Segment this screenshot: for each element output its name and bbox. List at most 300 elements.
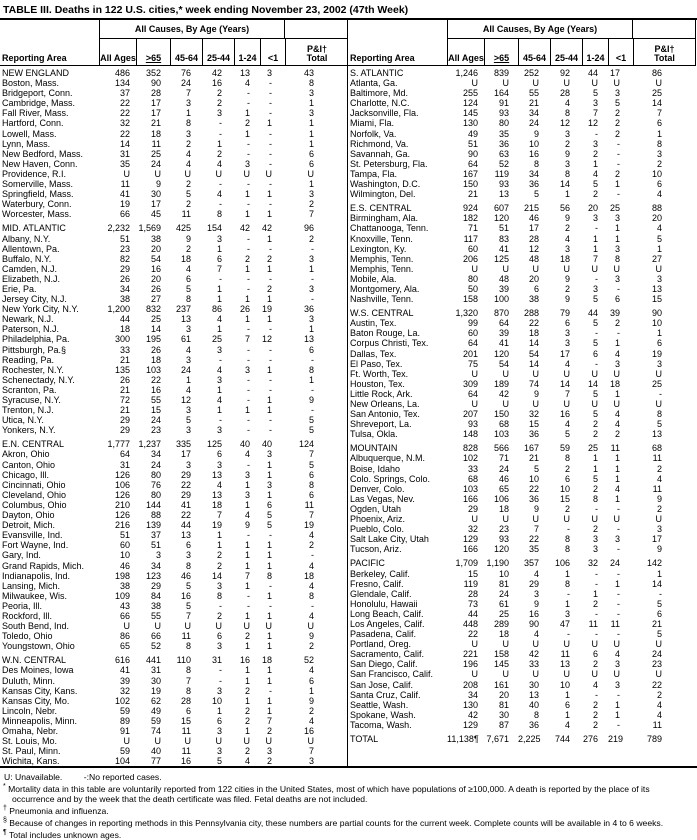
value-cell: 2 <box>656 463 662 474</box>
value-cell: 2 <box>266 756 272 767</box>
value-cell: - <box>247 233 250 244</box>
value-cell: 2 <box>564 138 570 149</box>
value-cell: 9 <box>564 273 570 284</box>
reporting-area-cell: Salt Lake City, Utah <box>350 534 429 545</box>
table-row <box>348 453 696 463</box>
value-cell: 73 <box>467 598 478 609</box>
value-cell: 1 <box>244 294 250 305</box>
value-cell: 1 <box>308 128 314 139</box>
value-cell: 2,225 <box>518 734 541 744</box>
value-cell: 1 <box>266 294 272 305</box>
value-cell: 21 <box>528 453 539 464</box>
value-cell: - <box>247 148 250 159</box>
value-cell: 6 <box>216 253 222 264</box>
value-cell: - <box>269 128 272 139</box>
reporting-area-cell: Ft. Worth, Tex. <box>350 368 409 379</box>
value-cell: 81 <box>498 578 509 589</box>
reporting-area-cell: Gary, Ind. <box>2 550 41 561</box>
value-cell: 1 <box>244 108 250 119</box>
value-cell: 3 <box>592 544 598 555</box>
table-row <box>0 324 347 334</box>
value-cell: 21 <box>119 384 130 395</box>
value-cell: 13 <box>559 659 570 670</box>
value-cell: - <box>247 530 250 541</box>
reporting-area-cell: Los Angeles, Calif. <box>350 618 425 629</box>
value-cell: 33 <box>528 659 539 670</box>
reporting-area-cell: Milwaukee, Wis. <box>2 590 68 601</box>
table-row <box>348 78 696 88</box>
table-row <box>348 318 696 328</box>
table-row <box>0 641 347 651</box>
value-cell: - <box>269 354 272 365</box>
reporting-area-cell: Rochester, N.Y. <box>2 364 64 375</box>
value-cell: 3 <box>564 158 570 169</box>
value-cell: U <box>532 368 539 379</box>
reporting-area-cell: Canton, Ohio <box>2 459 56 470</box>
section-total-row <box>348 68 696 78</box>
value-cell: 5 <box>656 598 662 609</box>
value-cell: - <box>567 629 570 640</box>
table-row <box>0 736 347 746</box>
reporting-area-cell: Jacksonville, Fla. <box>350 108 419 119</box>
value-cell: 6 <box>216 449 222 460</box>
table-row <box>0 274 347 284</box>
value-cell: 3 <box>614 659 620 670</box>
value-cell: 1 <box>216 324 222 335</box>
col-header-25-44: 25-44 <box>202 39 234 65</box>
reporting-area-cell: MOUNTAIN <box>350 443 398 454</box>
value-cell: 30 <box>150 675 161 686</box>
value-cell: 1 <box>266 610 272 621</box>
table-row <box>0 571 347 581</box>
table-row <box>0 425 347 435</box>
value-cell: - <box>247 273 250 284</box>
value-cell: U <box>655 368 662 379</box>
value-cell: - <box>659 388 662 399</box>
value-cell: - <box>617 328 620 339</box>
reporting-area-cell: Grand Rapids, Mich. <box>2 560 85 571</box>
value-cell: 60 <box>467 243 478 254</box>
value-cell: 80 <box>150 489 161 500</box>
value-cell: 7 <box>244 334 250 345</box>
value-cell: 1 <box>308 374 314 385</box>
value-cell: 15 <box>559 493 570 504</box>
value-cell: - <box>311 273 314 284</box>
table-row <box>348 720 696 730</box>
reporting-area-cell: Detroit, Mich. <box>2 520 56 531</box>
value-cell: 7 <box>592 253 598 264</box>
value-cell: - <box>269 243 272 254</box>
value-cell: 106 <box>493 493 509 504</box>
value-cell: 44 <box>119 314 130 325</box>
value-cell: 29 <box>119 425 130 436</box>
value-cell: 42 <box>211 68 222 78</box>
reporting-area-cell: Duluth, Minn. <box>2 675 56 686</box>
value-cell: 3 <box>216 374 222 385</box>
value-cell: 13 <box>211 489 222 500</box>
value-cell: 6 <box>533 283 539 294</box>
value-cell: 4 <box>308 560 314 571</box>
value-cell: 9 <box>656 544 662 555</box>
footnote-legend: U: Unavailable. -:No reported cases. <box>4 772 162 783</box>
reporting-area-cell: Columbus, Ohio <box>2 499 67 510</box>
value-cell: 7 <box>185 88 191 99</box>
value-cell: 1 <box>266 550 272 561</box>
table-row <box>348 579 696 589</box>
value-cell: 1,190 <box>486 558 509 569</box>
value-cell: 7 <box>185 610 191 621</box>
value-cell: 4 <box>564 98 570 109</box>
value-cell: 46 <box>180 570 191 581</box>
value-cell: 616 <box>114 655 130 666</box>
reporting-area-cell: Tampa, Fla. <box>350 168 398 179</box>
table-row <box>348 669 696 679</box>
table-row <box>0 395 347 405</box>
value-cell: U <box>532 669 539 680</box>
value-cell: 357 <box>523 558 539 569</box>
value-cell: 77 <box>150 756 161 767</box>
value-cell: 61 <box>498 598 509 609</box>
value-cell: 1 <box>614 233 620 244</box>
value-cell: 12 <box>587 118 598 129</box>
reporting-area-cell: Pittsburgh, Pa.§ <box>2 344 67 355</box>
value-cell: 3 <box>308 756 314 767</box>
value-cell: U <box>591 514 598 525</box>
value-cell: 18 <box>559 253 570 264</box>
value-cell: 3 <box>592 213 598 224</box>
value-cell: - <box>219 179 222 190</box>
reporting-area-cell: Trenton, N.J. <box>2 405 54 416</box>
value-cell: U <box>613 669 620 680</box>
value-cell: 38 <box>119 294 130 305</box>
table-row <box>348 544 696 554</box>
value-cell: 1 <box>266 314 272 325</box>
value-cell: 74 <box>528 378 539 389</box>
value-cell: 166 <box>462 493 478 504</box>
value-cell: - <box>311 243 314 254</box>
value-cell: 123 <box>145 570 161 581</box>
value-cell: - <box>659 588 662 599</box>
value-cell: 276 <box>582 734 598 744</box>
value-cell: 6 <box>656 338 662 349</box>
value-cell: 36 <box>528 719 539 730</box>
value-cell: 51 <box>119 233 130 244</box>
col-header-under1: <1 <box>608 39 633 65</box>
value-cell: - <box>247 395 250 405</box>
value-cell: 2 <box>185 199 191 210</box>
value-cell: 2 <box>564 283 570 294</box>
value-cell: 31 <box>119 459 130 470</box>
value-cell: 2 <box>308 641 314 652</box>
value-cell: 117 <box>463 233 478 244</box>
value-cell: 195 <box>145 334 161 345</box>
table-row <box>0 726 347 736</box>
value-cell: 103 <box>462 483 478 494</box>
value-cell: 9 <box>533 598 539 609</box>
reporting-area-cell: Pueblo, Colo. <box>350 524 405 535</box>
value-cell: 1 <box>244 695 250 706</box>
value-cell: 9 <box>564 213 570 224</box>
value-cell: 33 <box>119 344 130 355</box>
value-cell: 17 <box>150 199 161 210</box>
value-cell: 92 <box>559 68 570 78</box>
value-cell: 12 <box>559 118 570 129</box>
value-cell: U <box>123 168 130 179</box>
value-cell: 50 <box>467 283 478 294</box>
col-header-65plus: >65 <box>484 39 518 65</box>
value-cell: 52 <box>303 655 314 666</box>
value-cell: 3 <box>185 405 191 416</box>
value-cell: 4 <box>216 314 222 325</box>
value-cell: 1 <box>308 98 314 109</box>
value-cell: - <box>247 243 250 254</box>
reporting-area-cell: Youngstown, Ohio <box>2 641 75 652</box>
value-cell: 289 <box>493 618 509 629</box>
value-cell: 18 <box>211 499 222 510</box>
spacer-cell <box>285 20 348 39</box>
reporting-area-cell: S. ATLANTIC <box>350 68 404 78</box>
table-row <box>348 369 696 379</box>
value-cell: 1 <box>266 590 272 601</box>
value-cell: 1 <box>564 598 570 609</box>
value-cell: 47 <box>559 618 570 629</box>
value-cell: 5 <box>592 388 598 399</box>
value-cell: 5 <box>216 756 222 767</box>
value-cell: 870 <box>493 308 509 319</box>
value-cell: 3 <box>592 534 598 545</box>
value-cell: 29 <box>180 489 191 500</box>
value-cell: - <box>269 324 272 335</box>
value-cell: 2 <box>614 108 620 119</box>
reporting-area-cell: Seattle, Wash. <box>350 699 409 710</box>
table-row <box>0 334 347 344</box>
value-cell: 28 <box>559 88 570 99</box>
reporting-area-cell: Camden, N.J. <box>2 263 58 274</box>
value-cell: 3 <box>155 550 161 561</box>
value-cell: - <box>219 199 222 210</box>
value-cell: 2 <box>244 715 250 726</box>
value-cell: - <box>617 503 620 514</box>
reporting-area-cell: St. Petersburg, Fla. <box>350 158 428 169</box>
value-cell: 3 <box>185 324 191 335</box>
value-cell: 32 <box>528 409 539 420</box>
table-row <box>348 534 696 544</box>
value-cell: 29 <box>119 263 130 274</box>
value-cell: 43 <box>119 600 130 611</box>
value-cell: - <box>247 425 250 436</box>
value-cell: 1 <box>614 493 620 504</box>
value-cell: 8 <box>216 209 222 220</box>
table-row <box>0 108 347 118</box>
reporting-area-cell: Rockford, Ill. <box>2 610 53 621</box>
value-cell: 39 <box>498 283 509 294</box>
value-cell: U <box>591 669 598 680</box>
value-cell: 3 <box>216 344 222 355</box>
table-row <box>348 409 696 419</box>
value-cell: - <box>617 148 620 159</box>
value-cell: 2 <box>244 685 250 696</box>
value-cell: 17 <box>609 68 620 78</box>
reporting-area-cell: Ogden, Utah <box>350 503 402 514</box>
value-cell: 352 <box>145 68 161 78</box>
value-cell: 210 <box>114 499 130 510</box>
value-cell: - <box>269 179 272 190</box>
reporting-area-cell: NEW ENGLAND <box>2 68 70 78</box>
value-cell: - <box>219 675 222 686</box>
left-table-body <box>0 66 347 766</box>
value-cell: 6 <box>656 118 662 129</box>
value-cell: 26 <box>119 374 130 385</box>
value-cell: 51 <box>150 540 161 551</box>
value-cell: 74 <box>150 726 161 736</box>
value-cell: 3 <box>533 588 539 599</box>
value-cell: - <box>269 199 272 210</box>
value-cell: 2 <box>592 709 598 720</box>
value-cell: 3 <box>216 425 222 436</box>
value-cell: 255 <box>462 88 478 99</box>
value-cell: - <box>219 354 222 365</box>
reporting-area-cell: Portland, Oreg. <box>350 639 412 650</box>
value-cell: 22 <box>180 479 191 490</box>
reporting-area-cell: El Paso, Tex. <box>350 358 403 369</box>
reporting-area-cell: Birmingham, Ala. <box>350 213 419 224</box>
value-cell: - <box>595 578 598 589</box>
reporting-area-cell: PACIFIC <box>350 558 385 569</box>
value-cell: 1 <box>614 453 620 464</box>
value-cell: 37 <box>150 530 161 541</box>
value-cell: 17 <box>559 348 570 359</box>
value-cell: 4 <box>216 395 222 405</box>
value-cell: 30 <box>150 189 161 200</box>
table-row <box>0 294 347 304</box>
reporting-area-cell: Yonkers, N.Y. <box>2 425 56 436</box>
value-cell: 1 <box>216 384 222 395</box>
reporting-area-cell: Wilmington, Del. <box>350 189 416 200</box>
value-cell: 8 <box>614 253 620 264</box>
value-cell: 24 <box>498 588 509 599</box>
value-cell: 21 <box>467 189 478 200</box>
value-cell: 93 <box>498 179 509 190</box>
value-cell: 5 <box>614 98 620 109</box>
value-cell: 24 <box>498 463 509 474</box>
value-cell: 24 <box>609 558 620 569</box>
value-cell: - <box>617 689 620 700</box>
value-cell: 164 <box>493 88 509 99</box>
reporting-area-cell: Lansing, Mich. <box>2 580 61 591</box>
value-cell: 1 <box>592 463 598 474</box>
value-cell: 35 <box>498 128 509 139</box>
value-cell: 9 <box>308 695 314 706</box>
value-cell: 21 <box>528 98 539 109</box>
reporting-area-cell: Wichita, Kans. <box>2 756 60 767</box>
value-cell: U <box>563 669 570 680</box>
reporting-area-cell: Allentown, Pa. <box>2 243 60 254</box>
reporting-area-cell: Kansas City, Kans. <box>2 685 78 696</box>
value-cell: 23 <box>651 659 662 670</box>
value-cell: 3 <box>308 108 314 119</box>
value-cell: 31 <box>150 665 161 676</box>
value-cell: 36 <box>528 179 539 190</box>
value-cell: 3 <box>656 273 662 284</box>
table-section <box>348 558 696 730</box>
value-cell: 5 <box>308 425 314 436</box>
col-header-1-24: 1-24 <box>582 39 608 65</box>
reporting-area-cell: W.S. CENTRAL <box>350 308 414 319</box>
value-cell: 19 <box>150 685 161 696</box>
value-cell: 34 <box>467 689 478 700</box>
value-cell: 1 <box>266 540 272 551</box>
value-cell: 448 <box>462 618 478 629</box>
value-cell: 7 <box>533 524 539 535</box>
value-cell: 91 <box>119 726 130 736</box>
value-cell: 59 <box>150 715 161 726</box>
value-cell: U <box>532 263 539 274</box>
value-cell: 7,671 <box>486 734 509 744</box>
value-cell: 21 <box>651 618 662 629</box>
value-cell: 90 <box>651 308 662 319</box>
value-cell: 6 <box>592 348 598 359</box>
value-cell: 5 <box>266 510 272 521</box>
value-cell: 24 <box>528 118 539 129</box>
value-cell: 2 <box>308 540 314 551</box>
value-cell: 24 <box>150 158 161 169</box>
value-cell: 9 <box>533 388 539 399</box>
value-cell: 36 <box>528 429 539 440</box>
value-cell: 125 <box>493 253 509 264</box>
value-cell: 24 <box>150 415 161 426</box>
reporting-area-cell: Denver, Colo. <box>350 483 405 494</box>
table-row <box>348 159 696 169</box>
table-row <box>348 223 696 233</box>
reporting-area-cell: New York City, N.Y. <box>2 304 79 315</box>
value-cell: U <box>154 736 161 747</box>
table-row <box>348 118 696 128</box>
value-cell: 14 <box>119 138 130 149</box>
reporting-area-cell: Dayton, Ohio <box>2 510 55 521</box>
value-cell: 28 <box>180 695 191 706</box>
value-cell: 11,138¶ <box>447 734 479 744</box>
table-row <box>0 530 347 540</box>
value-cell: - <box>617 189 620 200</box>
value-cell: 12 <box>180 395 191 405</box>
value-cell: 237 <box>175 304 191 315</box>
value-cell: 68 <box>467 473 478 484</box>
value-cell: 3 <box>564 338 570 349</box>
value-cell: 19 <box>651 348 662 359</box>
value-cell: 64 <box>498 318 509 329</box>
value-cell: 3 <box>592 283 598 294</box>
col-header-under1: <1 <box>260 39 285 65</box>
reporting-area-cell: New Haven, Conn. <box>2 158 78 169</box>
value-cell: 1 <box>656 328 662 339</box>
value-cell: - <box>311 550 314 561</box>
reporting-area-cell: Dallas, Tex. <box>350 348 397 359</box>
reporting-area-cell: Baton Rouge, La. <box>350 328 421 339</box>
reporting-area-cell: Chattanooga, Tenn. <box>350 223 429 234</box>
value-cell: U <box>307 736 314 747</box>
value-cell: 1 <box>614 463 620 474</box>
value-cell: 1 <box>244 128 250 139</box>
value-cell: 1 <box>244 641 250 652</box>
table-row <box>348 169 696 179</box>
table-row <box>348 494 696 504</box>
reporting-area-cell: Boise, Idaho <box>350 463 401 474</box>
value-cell: U <box>655 669 662 680</box>
value-cell: 22 <box>150 374 161 385</box>
value-cell: 1 <box>244 560 250 571</box>
value-cell: 21 <box>119 405 130 416</box>
value-cell: 18 <box>498 503 509 514</box>
